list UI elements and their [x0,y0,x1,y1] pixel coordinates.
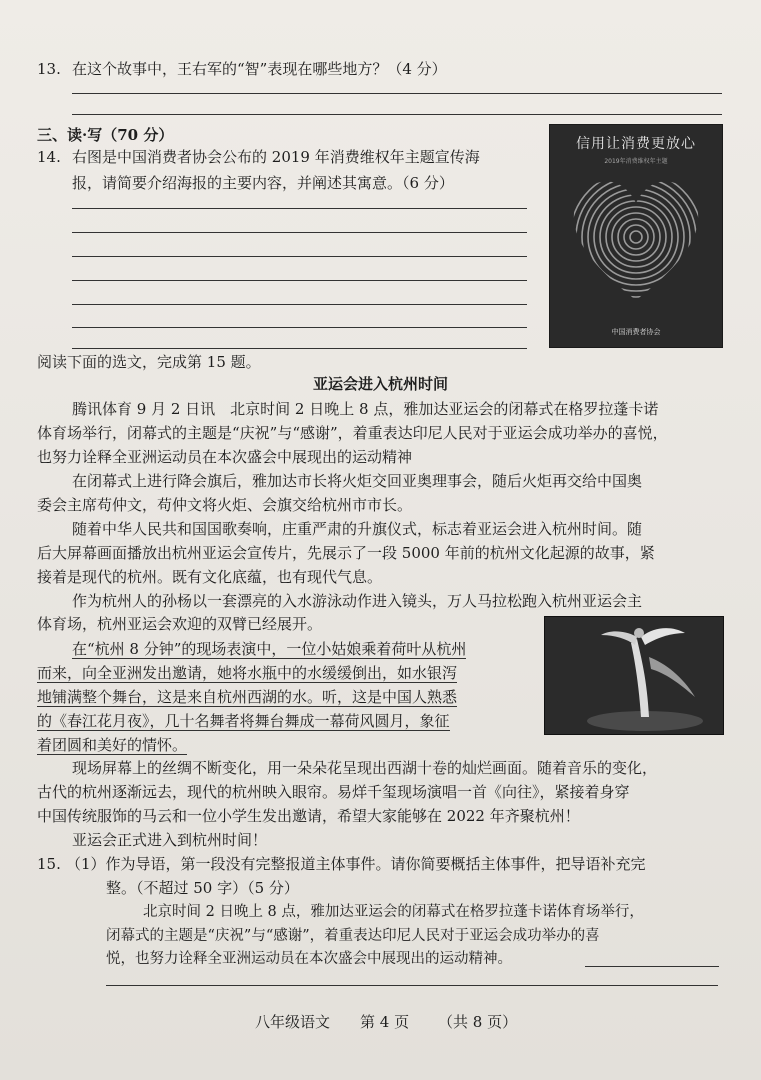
q15-number: 15. [37,855,61,873]
answer-line[interactable] [72,93,722,94]
article-p2-line: 委会主席苟仲文，苟仲文将火炬、会旗交给杭州市市长。 [37,496,413,514]
q15-line2: 整。（不超过 50 字）（5 分） [106,879,299,897]
answer-line[interactable] [72,304,527,305]
reading-intro: 阅读下面的选文，完成第 15 题。 [37,353,261,371]
answer-line[interactable] [72,114,722,115]
footer-total: （共 8 页） [438,1013,518,1031]
article-p5-line-underlined: 地铺满整个舞台，这是来自杭州西湖的水。听，这是中国人熟悉 [37,688,458,706]
article-p6-line: 现场屏幕上的丝绸不断变化，用一朵朵花呈现出西湖十卷的灿烂画面。随着音乐的变化， [72,759,658,777]
q14-line1: 右图是中国消费者协会公布的 2019 年消费维权年主题宣传海 [72,148,480,166]
q15-quote-line: 北京时间 2 日晚上 8 点，雅加达亚运会的闭幕式在格罗拉蓬卡诺体育场举行， [143,904,644,920]
poster-subtitle: 2019年消费维权年主题 [604,158,668,165]
answer-line[interactable] [72,327,527,328]
article-p6-line: 中国传统服饰的马云和一位小学生发出邀请，希望大家能够在 2022 年齐聚杭州！ [37,807,580,825]
q13-text: 在这个故事中，王右军的“智”表现在哪些地方？（4 分） [72,60,447,78]
article-p1-line: 体育场举行，闭幕式的主题是“庆祝”与“感谢”，着重表达印尼人民对于亚运会成功举办的喜悦， [37,424,668,442]
article-p5-line-underlined: 的《春江花月夜》，几十名舞者将舞台舞成一幕荷风圆月，象征 [37,712,450,730]
q13-number: 13. [37,60,61,78]
article-p3-line: 随着中华人民共和国国歌奏响，庄重严肃的升旗仪式，标志着亚运会进入杭州时间。随 [72,520,643,538]
article-p6-line: 古代的杭州逐渐远去，现代的杭州映入眼帘。易烊千玺现场演唱一首《向往》，紧接着身穿 [37,783,630,801]
article-p2-line: 在闭幕式上进行降会旗后，雅加达市长将火炬交回亚奥理事会，随后火炬再交给中国奥 [72,472,643,490]
footer-page: 第 4 页 [360,1013,410,1031]
performance-photo [544,616,724,735]
q14-number: 14. [37,148,61,166]
q15-line1: （1）作为导语，第一段没有完整报道主体事件。请你简要概括主体事件，把导语补充完 [66,855,646,873]
answer-line[interactable] [72,348,527,349]
answer-line[interactable] [72,256,527,257]
article-p3-line: 后大屏幕画面播放出杭州亚运会宣传片，先展示了一段 5000 年前的杭州文化起源的故事，紧 [37,544,655,562]
q15-quote-line: 悦，也努力诠释全亚洲运动员在本次盛会中展现出的运动精神。 [106,951,512,967]
article-p1-line: 也努力诠释全亚洲运动员在本次盛会中展现出的运动精神 [37,448,413,466]
answer-line[interactable] [585,966,719,967]
article-p5-line-underlined: 而来，向全亚洲发出邀请，她将水瓶中的水缓缓倒出，如水银泻 [37,664,458,682]
poster-org: 中国消费者协会 [611,328,661,336]
section-title: 三、读·写（70 分） [37,126,174,144]
article-p7: 亚运会正式进入到杭州时间！ [72,831,268,849]
answer-line[interactable] [72,208,527,209]
answer-line[interactable] [72,232,527,233]
article-p5-line-underlined: 在“杭州 8 分钟”的现场表演中，一位小姑娘乘着荷叶从杭州 [72,640,467,658]
footer-subject: 八年级语文 [255,1013,331,1031]
article-p4-line: 作为杭州人的孙杨以一套漂亮的入水游泳动作进入镜头，万人马拉松跑入杭州亚运会主 [72,592,643,610]
q14-line2: 报，请简要介绍海报的主要内容，并阐述其寓意。（6 分） [72,174,454,192]
fingerprint-heart-icon [550,125,722,347]
answer-line[interactable] [72,280,527,281]
article-p1-line: 腾讯体育 9 月 2 日讯 北京时间 2 日晚上 8 点，雅加达亚运会的闭幕式在格罗拉蓬卡诺 [72,400,659,418]
consumer-rights-poster [549,124,723,348]
article-p4-line: 体育场，杭州亚运会欢迎的双臂已经展开。 [37,615,323,633]
article-title: 亚运会进入杭州时间 [312,375,448,393]
poster-title: 信用让消费更放心 [576,136,696,152]
q15-quote-line: 闭幕式的主题是“庆祝”与“感谢”，着重表达印尼人民对于亚运会成功举办的喜 [106,928,600,944]
article-p5-line-underlined: 着团圆和美好的情怀。 [37,736,188,754]
answer-line[interactable] [106,985,718,986]
dancer-with-lotus-icon [545,617,723,734]
article-p3-line: 接着是现代的杭州。既有文化底蕴，也有现代气息。 [37,568,383,586]
